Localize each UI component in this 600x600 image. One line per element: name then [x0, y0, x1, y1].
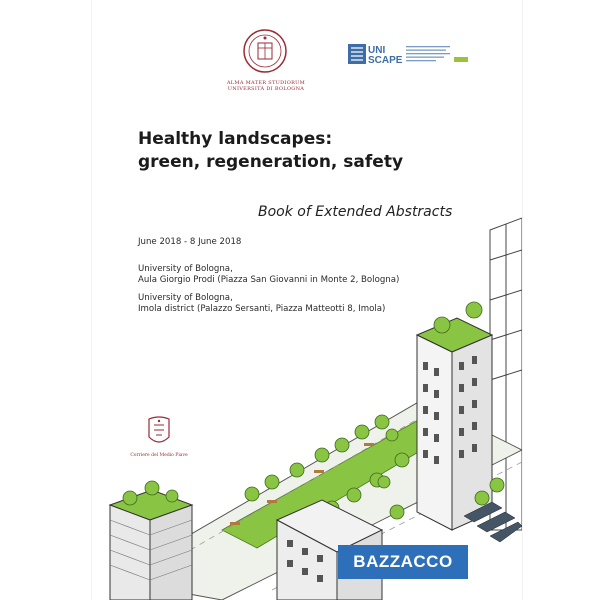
- venue-2-line2: Imola district (Palazzo Sersanti, Piazza Matteotti 8, Imola): [138, 304, 386, 314]
- title-line1: Healthy landscapes:: [138, 129, 333, 149]
- uniscape-small-print: [406, 46, 450, 61]
- venue-1-line2: Aula Giorgio Prodi (Piazza San Giovanni in Monte 2, Bologna): [138, 275, 400, 285]
- venue-2-line1: University of Bologna,: [138, 293, 233, 303]
- book-title: [138, 128, 478, 174]
- university-name: [214, 80, 318, 92]
- uniscape-name-line2: SCAPE: [368, 55, 403, 66]
- book-subtitle: Book of Extended Abstracts: [258, 204, 453, 220]
- publisher-name: Corriere del Medio Piave: [130, 453, 188, 458]
- title-line2: green, regeneration, safety: [138, 152, 404, 172]
- university-seal-logo: [242, 28, 288, 74]
- book-cover: [92, 0, 522, 600]
- event-dates: June 2018 - 8 June 2018: [138, 237, 242, 247]
- publisher-badge: BAZZACCO: [338, 545, 468, 579]
- uniscape-name-line1: UNI: [368, 45, 386, 56]
- university-name-line2: UNIVERSITÀ DI BOLOGNA: [227, 86, 305, 92]
- lower-left-building: [110, 481, 192, 600]
- university-name-line1: ALMA MATER STUDIORUM: [226, 80, 306, 86]
- venue-1-line1: University of Bologna,: [138, 264, 233, 274]
- city-landscape-illustration: [92, 200, 522, 600]
- uniscape-logo: [348, 42, 478, 66]
